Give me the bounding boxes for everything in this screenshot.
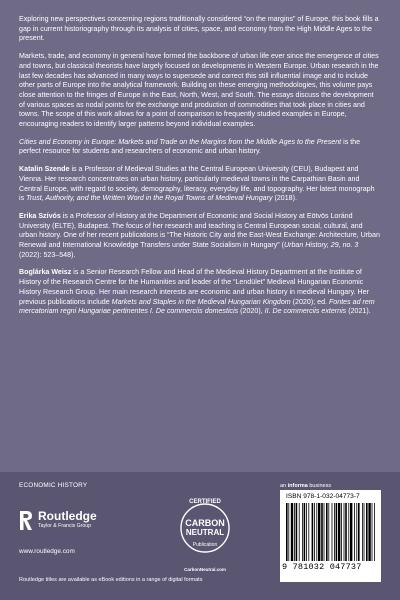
barcode-bar xyxy=(321,503,323,561)
publisher-website: www.routledge.com xyxy=(19,548,75,555)
intro-paragraph: Exploring new perspectives concerning regions traditionally considered “on the margins” of Europe, this book fills a gap in current historiography through its analysis of cities, space, and economy from the High Middle Ages to the present. xyxy=(19,15,379,43)
bio-work: II. De commerciis externis xyxy=(264,307,347,316)
barcode-bar xyxy=(308,503,309,561)
book-title: Cities and Economy in Europe: Markets and Trade on the Margins from the Middle Ages to the Present xyxy=(19,137,342,146)
bio-text: is a Professor of Medieval Studies at the Central European University (CEU), Budapest and Vienna. Her research concentrates on urban history, particularly medieval towns in the Carpathian Basin and Central Europe, with regard to society, demography, literacy, everyday life, and topography. Her latest monograph is xyxy=(19,165,375,203)
routledge-r-icon xyxy=(19,509,33,531)
barcode-bar xyxy=(356,503,357,561)
barcode-bar xyxy=(316,503,317,561)
barcode-bar xyxy=(302,503,303,561)
barcode-bar xyxy=(364,503,365,561)
badge-top-text: CERTIFIED xyxy=(189,499,221,505)
barcode-bar xyxy=(374,503,375,561)
barcode-bar xyxy=(344,503,345,561)
barcode-bar xyxy=(354,503,355,561)
barcode-bar xyxy=(324,503,325,561)
barcode-bar xyxy=(314,503,315,561)
informa-business-tag xyxy=(280,483,331,489)
barcode-bar xyxy=(326,503,328,561)
barcode-bar xyxy=(350,503,352,561)
barcode-bar xyxy=(306,503,307,561)
barcode-bar xyxy=(312,503,314,561)
barcode-bar xyxy=(368,503,370,561)
bio-end: (2021). xyxy=(346,307,371,316)
author-name: Erika Szívós xyxy=(19,211,61,220)
barcode-bar xyxy=(334,503,335,561)
badge-bottom-text: Publication xyxy=(192,542,218,548)
bio-end: (2018). xyxy=(272,194,297,203)
isbn-barcode xyxy=(280,490,381,582)
barcode-bar xyxy=(294,503,295,561)
back-cover-text xyxy=(19,15,381,325)
carbon-neutral-badge xyxy=(178,490,232,570)
bio-work: Markets and Staples in the Medieval Hungarian Kingdom xyxy=(111,297,291,306)
barcode-bar xyxy=(345,503,347,561)
barcode-bar xyxy=(299,503,300,561)
barcode-bar xyxy=(318,503,320,561)
barcode-bar xyxy=(332,503,333,561)
bio-work: Urban History, 29, no. 3 xyxy=(283,241,359,250)
ebook-note: Routledge titles are available as eBook editions in a range of digital formats xyxy=(19,577,203,583)
barcode-icon xyxy=(286,503,375,561)
informa-prefix: an xyxy=(280,483,288,489)
barcode-bar xyxy=(304,503,306,561)
bio-paragraph xyxy=(19,268,381,317)
barcode-bar xyxy=(328,503,329,561)
bio-paragraph xyxy=(19,212,381,261)
author-name: Katalin Szende xyxy=(19,165,70,174)
bio-paragraph xyxy=(19,165,381,204)
badge-neutral-text: NEUTRAL xyxy=(185,528,225,537)
bio-mid: (2020); ed. xyxy=(290,297,329,306)
barcode-bar xyxy=(341,503,342,561)
publisher-logo xyxy=(19,500,109,540)
barcode-bar xyxy=(291,503,293,561)
bio-mid: (2020), xyxy=(238,307,265,316)
bio-work: Trust, Authority, and the Written Word in the Royal Towns of Medieval Hungary xyxy=(26,194,273,203)
informa-suffix: business xyxy=(307,483,332,489)
publisher-name: Routledge xyxy=(38,509,97,523)
barcode-bar xyxy=(286,503,288,561)
carbon-neutral-url: CarbonNeutral.com xyxy=(184,567,226,572)
barcode-bar xyxy=(338,503,340,561)
badge-carbon-text: CARBON xyxy=(185,518,225,528)
barcode-bar xyxy=(372,503,373,561)
body-paragraph: Markets, trade, and economy in general have formed the backbone of urban life ever since the emergence of cities and towns, but classical theorists have largely focused on developments in Western Europe. Urban research in the last few decades has advanced in many ways to supersede and correct this still influential image and to include other parts of Europe into the analytical framework. Building on these emerging methodologies, this volume pays close attention to the fringes of Europe in the East, North, West, and South. The essays discuss the development of various spaces as nodal points for the exchange and production of commodities that took place in cities and towns. The scope of this work allows for a point of comparison to frequently studied examples in Europe, encouraging readers to identify larger patterns beyond individual examples. xyxy=(19,52,379,129)
bio-work: Fontes ad rem mercatoriam regni Hungariae pertinentes I. De commerciis domesticis xyxy=(19,297,375,316)
barcode-bar xyxy=(358,503,360,561)
isbn-label: ISBN 978-1-032-04773-7 xyxy=(286,493,360,500)
barcode-bar xyxy=(288,503,289,561)
barcode-bar xyxy=(336,503,338,561)
bio-end: (2022): 523–548). xyxy=(19,250,76,259)
audience-paragraph xyxy=(19,138,381,157)
bio-text: is a Senior Research Fellow and Head of the Medieval History Department at the Institute of History of the Research Centre for the Humanities and leader of the “Lendület” Medieval Hungarian Economic History Research Group. Her main research interests are economic and urban history in medieval Hungary. Her previous publications include xyxy=(19,268,369,306)
publisher-subtitle: Taylor & Francis Group xyxy=(38,523,92,529)
barcode-bar xyxy=(296,503,298,561)
bio-text: is a Professor of History at the Department of Economic and Social History at Eötvös Loránd University (ELTE), Budapest. The focus of her research and teaching is Central European social, cultural, and urban history. One of her recent publications is “The Historic City and the East-West Exchange: Architecture, Urban Renewal and International Knowledge Transfers under State Socialism in Hungary” ( xyxy=(19,211,380,250)
barcode-digits: 9 781032 047737 xyxy=(282,562,362,572)
author-name: Boglárka Weisz xyxy=(19,268,72,277)
barcode-bar xyxy=(362,503,363,561)
subject-category: ECONOMIC HISTORY xyxy=(19,482,88,489)
informa-brand: informa xyxy=(287,483,308,489)
barcode-bar xyxy=(348,503,349,561)
audience-text: is the perfect resource for students and researchers of economic and urban history. xyxy=(19,137,361,156)
barcode-bar xyxy=(366,503,368,561)
